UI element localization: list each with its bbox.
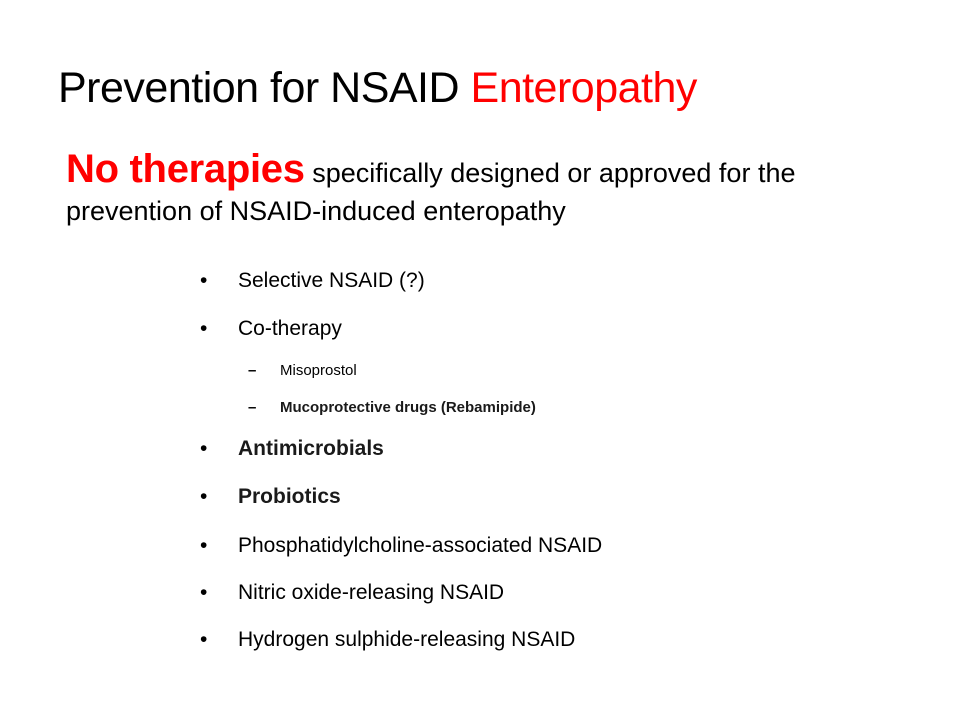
list-item-text: Selective NSAID (?) bbox=[238, 269, 425, 292]
bullet-icon: • bbox=[200, 581, 208, 604]
bullet-icon: • bbox=[200, 437, 208, 460]
bullet-icon: • bbox=[200, 317, 208, 340]
dash-icon: – bbox=[248, 362, 257, 379]
dash-icon: – bbox=[248, 399, 257, 416]
list-item-text: Hydrogen sulphide-releasing NSAID bbox=[238, 628, 576, 651]
slide-subtitle bbox=[66, 147, 886, 230]
list-item-text: Probiotics bbox=[238, 485, 341, 508]
bullet-icon: • bbox=[200, 485, 208, 508]
bullet-icon: • bbox=[200, 628, 208, 651]
bullet-icon: • bbox=[200, 534, 208, 557]
subtitle-rest: specifically designed or approved for the prevention of NSAID-induced enteropathy bbox=[66, 158, 796, 226]
list-item-text: Antimicrobials bbox=[238, 437, 384, 460]
slide-title bbox=[58, 62, 697, 114]
subtitle-emphasis: No therapies bbox=[66, 147, 305, 191]
title-accent-text: Enteropathy bbox=[470, 64, 697, 112]
list-subitem-text: Mucoprotective drugs (Rebamipide) bbox=[280, 399, 536, 416]
list-item-text: Co-therapy bbox=[238, 317, 342, 340]
title-text: Prevention for NSAID bbox=[58, 64, 471, 112]
list-subitem-text: Misoprostol bbox=[280, 362, 357, 379]
bullet-icon: • bbox=[200, 269, 208, 292]
list-item-text: Phosphatidylcholine-associated NSAID bbox=[238, 534, 603, 557]
list-item-text: Nitric oxide-releasing NSAID bbox=[238, 581, 505, 604]
